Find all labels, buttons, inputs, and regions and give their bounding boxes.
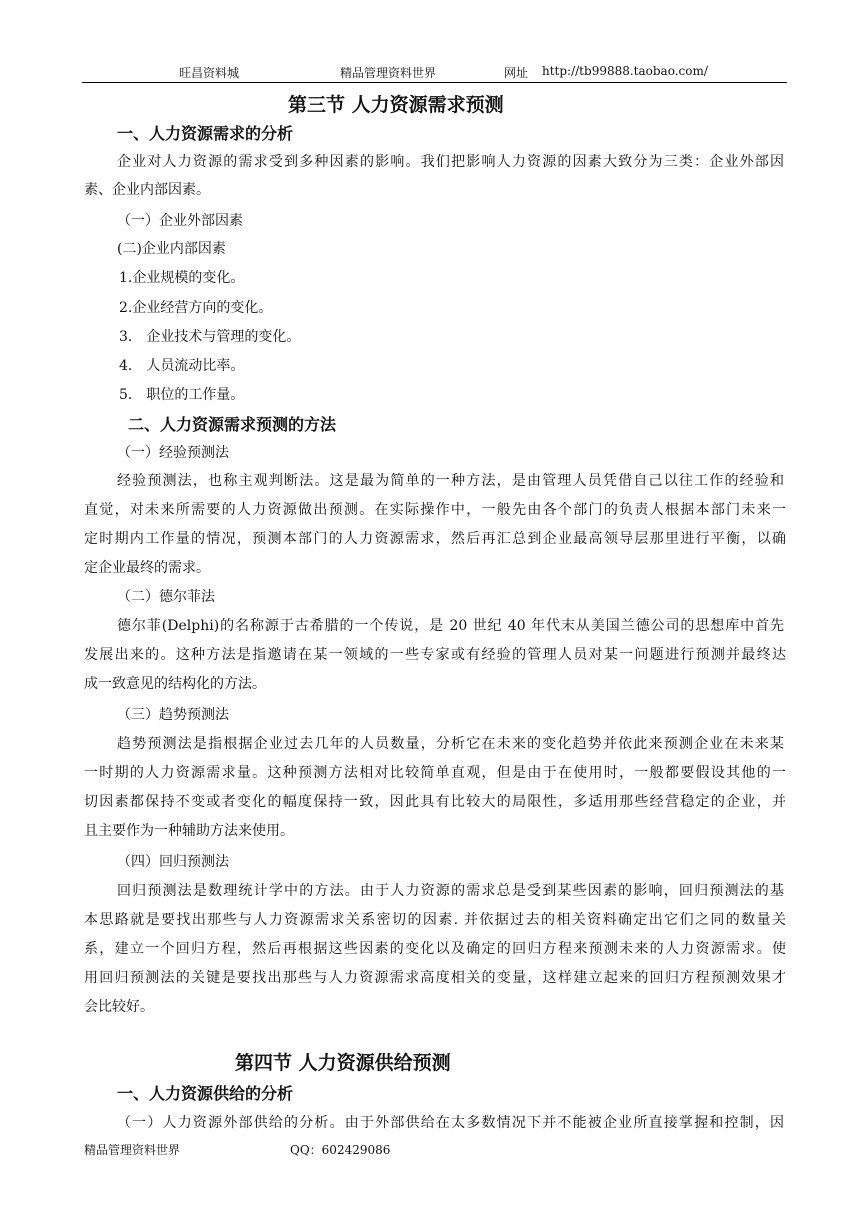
- section3-title: 第三节 人力资源需求预测: [288, 94, 504, 116]
- subheading-trend-method: （三）趋势预测法: [117, 707, 229, 723]
- list-item: 2.企业经营方向的变化。: [119, 300, 273, 316]
- paragraph-line: 经验预测法，也称主观判断法。这是最为简单的一种方法，是由管理人员凭借自己以往工作的经验和: [117, 473, 784, 489]
- header-url[interactable]: http://tb99888.taobao.com/: [542, 64, 708, 78]
- paragraph-line: 用回归预测法的关键是要找出那些与人力资源需求高度相关的变量，这样建立起来的回归方程预测效果才: [84, 970, 786, 986]
- header-shop-name: 旺昌资料城: [179, 66, 240, 80]
- paragraph-line: 企业对人力资源的需求受到多种因素的影响。我们把影响人力资源的因素大致分为三类：企业外部因: [117, 154, 784, 170]
- paragraph-line: 且主要作为一种辅助方法来使用。: [84, 823, 294, 839]
- paragraph-line: 德尔菲(Delphi)的名称源于古希腊的一个传说，是 20 世纪 40 年代末从美国兰德公司的思想库中首先: [117, 618, 784, 634]
- subheading-delphi-method: （二）德尔菲法: [117, 589, 215, 605]
- subheading-regression-method: （四）回归预测法: [117, 854, 229, 870]
- paragraph-line: 会比较好。: [84, 999, 154, 1015]
- list-item: 3． 企业技术与管理的变化。: [119, 329, 301, 345]
- footer-site-name: 精品管理资料世界: [84, 1143, 181, 1157]
- paragraph-line: 切因素都保持不变或者变化的幅度保持一致，因此具有比较大的局限性，多适用那些经营稳定的企业，并: [84, 794, 786, 810]
- heading-supply-analysis: 一、人力资源供给的分析: [117, 1084, 294, 1103]
- paragraph-line: 发展出来的。这种方法是指邀请在某一领域的一些专家或有经验的管理人员对某一问题进行预测并最终达: [84, 647, 786, 663]
- paragraph-line: 直觉，对未来所需要的人力资源做出预测。在实际操作中，一般先由各个部门的负责人根据本部门未来一: [84, 502, 786, 518]
- paragraph-line: 成一致意见的结构化的方法。: [84, 676, 266, 692]
- paragraph-line: 本思路就是要找出那些与人力资源需求关系密切的因素. 并依据过去的相关资料确定出它们之同的数量关: [84, 912, 786, 928]
- paragraph-line: 定企业最终的需求。: [84, 560, 210, 576]
- paragraph-line: 回归预测法是数理统计学中的方法。由于人力资源的需求总是受到某些因素的影响，回归预测法的基: [117, 883, 784, 899]
- heading-demand-analysis: 一、人力资源需求的分析: [117, 124, 294, 143]
- subheading-external-factors: （一）企业外部因素: [117, 213, 243, 229]
- heading-demand-methods: 二、人力资源需求预测的方法: [128, 415, 337, 434]
- paragraph-line: 系，建立一个回归方程，然后再根据这些因素的变化以及确定的回归方程来预测未来的人力资源需求。使: [84, 941, 786, 957]
- paragraph-line: 趋势预测法是指根据企业过去几年的人员数量，分析它在未来的变化趋势并依此来预测企业在未来某: [117, 736, 784, 752]
- page-header: [82, 62, 787, 83]
- paragraph-line: 素、企业内部因素。: [84, 182, 210, 198]
- paragraph-line: 一时期的人力资源需求量。这种预测方法相对比较简单直观，但是由于在使用时，一般都要假设其他的一: [84, 765, 786, 781]
- list-item: 1.企业规模的变化。: [119, 270, 245, 286]
- paragraph-line: 定时期内工作量的情况，预测本部门的人力资源需求，然后再汇总到企业最高领导层那里进行平衡，以确: [84, 531, 786, 547]
- subheading-internal-factors: (二)企业内部因素: [117, 241, 226, 257]
- list-item: 5． 职位的工作量。: [119, 387, 245, 403]
- subheading-experience-method: （一）经验预测法: [117, 445, 229, 461]
- header-url-label: 网址: [504, 66, 529, 80]
- list-item: 4． 人员流动比率。: [119, 358, 245, 374]
- footer-qq: QQ：602429086: [290, 1143, 391, 1157]
- header-site-name: 精品管理资料世界: [340, 66, 437, 80]
- paragraph-line: （一）人力资源外部供给的分析。由于外部供给在太多数情况下并不能被企业所直接掌握和控制，因: [117, 1115, 784, 1131]
- section4-title: 第四节 人力资源供给预测: [235, 1052, 451, 1074]
